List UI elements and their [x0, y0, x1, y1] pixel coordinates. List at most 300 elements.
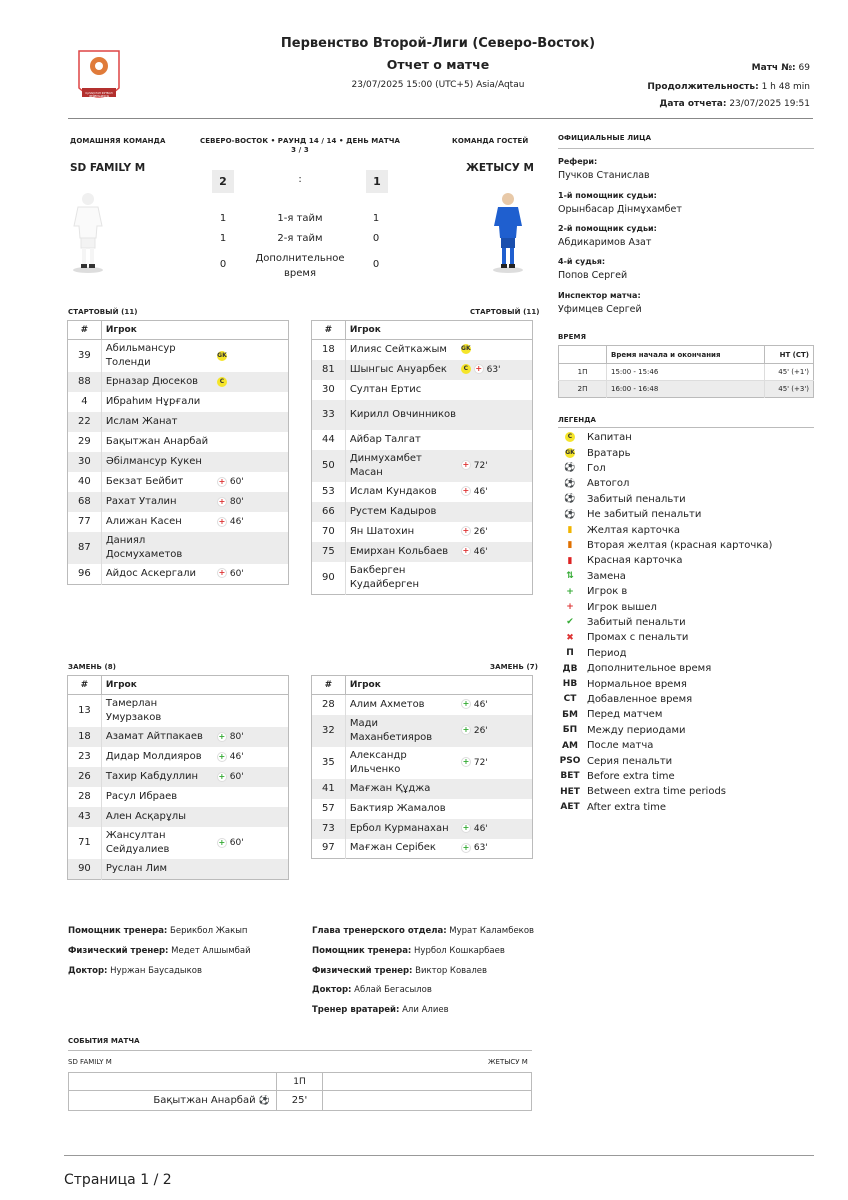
official-name: Уфимцев Сергей — [558, 304, 642, 315]
player-name: Даниял Досмухаметов — [101, 532, 217, 564]
legend-text: Период — [587, 647, 627, 659]
player-out-icon: + — [462, 526, 470, 535]
player-number: 50 — [312, 450, 346, 482]
legend-item — [559, 738, 653, 753]
goalkeeper-icon: GK — [461, 345, 471, 353]
legend-item — [559, 769, 675, 784]
period-1-away: 1 — [372, 213, 380, 224]
home-team-name: SD FAMILY M — [70, 162, 146, 174]
player-number: 53 — [312, 482, 346, 502]
player-number: 96 — [68, 564, 102, 584]
legend-item — [559, 538, 772, 553]
legend-text: Нормальное время — [587, 678, 687, 690]
legend-item — [559, 692, 692, 707]
legend-icon: ▮ — [567, 540, 573, 551]
legend-divider — [558, 427, 814, 428]
away-staff: Тренер вратарей: Али Алиев — [312, 1005, 449, 1015]
sub-minute: 60' — [229, 568, 244, 579]
period-2-away: 0 — [372, 233, 380, 244]
player-row — [312, 360, 533, 380]
player-row — [68, 827, 289, 859]
legend-text: Красная карточка — [587, 555, 683, 567]
player-number: 73 — [312, 819, 346, 839]
player-in-icon: + — [462, 699, 470, 709]
legend-item — [559, 492, 686, 507]
home-staff: Помощник тренера: Берикбол Жакып — [68, 926, 248, 936]
player-row — [312, 430, 533, 450]
legend-item — [559, 522, 680, 537]
home-team-label: ДОМАШНЯЯ КОМАНДА — [70, 137, 166, 145]
player-name: Алим Ахметов — [349, 698, 425, 710]
legend-text: Забитый пенальти — [587, 493, 686, 505]
player-row — [68, 452, 289, 472]
legend-item — [559, 476, 629, 491]
event-player: Бақытжан Анарбай — [153, 1095, 256, 1106]
player-number: 39 — [68, 340, 102, 373]
player-name: Ислам Кундаков — [349, 485, 437, 497]
player-events — [217, 432, 289, 452]
sub-minute: 80' — [229, 497, 244, 507]
legend-item — [559, 800, 666, 815]
legend-text: Гол — [587, 462, 606, 474]
player-number: 81 — [312, 360, 346, 380]
player-row — [312, 482, 533, 502]
footer-divider — [64, 1155, 814, 1156]
legend-icon: ⇅ — [566, 571, 574, 582]
away-subs-label: ЗАМЕНЬ (7) — [490, 663, 539, 671]
player-name: Азамат Айтпакаев — [101, 727, 217, 747]
legend-abbr: HET — [560, 786, 580, 797]
player-events — [217, 859, 289, 879]
sub-minute: 63' — [486, 364, 501, 375]
player-events — [217, 492, 289, 512]
official-name: Попов Сергей — [558, 270, 628, 281]
player-row — [312, 695, 533, 715]
col-number: # — [312, 676, 346, 695]
player-name: Ерназар Дюсеков — [101, 372, 217, 392]
player-out-icon: + — [218, 476, 226, 486]
home-staff: Физический тренер: Медет Алшымбай — [68, 946, 251, 956]
sub-minute: 46' — [229, 517, 244, 527]
away-team-name: ЖЕТЫСУ М — [466, 162, 534, 174]
legend-icon: GK — [565, 448, 575, 456]
legend-item — [559, 569, 626, 584]
player-in-icon: + — [218, 771, 226, 781]
player-name: Ербол Курманахан — [345, 819, 461, 839]
player-number: 4 — [68, 392, 102, 412]
player-number: 90 — [68, 859, 102, 879]
period-1-label: 1-я тайм — [277, 213, 323, 224]
player-number: 28 — [68, 787, 102, 807]
player-name: Расул Ибраев — [105, 791, 178, 802]
player-row — [68, 727, 289, 747]
time-period: 2П — [559, 381, 607, 398]
player-row — [68, 492, 289, 512]
official-name: Пучков Станислав — [558, 170, 650, 181]
player-number: 23 — [68, 747, 102, 767]
player-events — [217, 472, 289, 492]
player-events — [461, 695, 533, 715]
player-events — [461, 360, 533, 380]
player-row — [68, 564, 289, 584]
official-role: 4-й судья: — [558, 257, 606, 266]
legend-icon: C — [565, 432, 575, 442]
player-name: Динмухамбет Масан — [345, 450, 461, 482]
player-row — [68, 747, 289, 767]
player-events — [217, 452, 289, 472]
player-row — [312, 340, 533, 360]
legend-item — [559, 430, 632, 445]
player-name: Ян Шатохин — [349, 525, 415, 537]
player-events — [461, 715, 533, 747]
player-row — [312, 839, 533, 859]
official-role: Инспектор матча: — [558, 291, 641, 300]
player-in-icon: + — [218, 751, 226, 761]
legend-text: Забитый пенальти — [587, 616, 686, 628]
player-name: Мағжан Құджа — [345, 779, 461, 799]
sub-minute: 46' — [473, 699, 488, 710]
player-number: 68 — [68, 492, 102, 512]
legend-icon: ⚽ — [564, 509, 576, 520]
player-row — [68, 695, 289, 728]
player-events — [461, 400, 533, 430]
sub-minute: 72' — [473, 757, 488, 768]
player-row — [68, 432, 289, 452]
player-row — [312, 715, 533, 747]
legend-icon: ⚽ — [564, 478, 576, 489]
player-events — [217, 564, 289, 584]
legend-icon: ⚽ — [564, 494, 576, 505]
legend-abbr: AET — [560, 802, 580, 813]
player-events — [461, 380, 533, 400]
player-in-icon: + — [218, 837, 226, 847]
sub-minute: 80' — [229, 732, 244, 742]
player-name: Руслан Лим — [101, 859, 217, 879]
legend-icon: ✔ — [566, 617, 574, 628]
player-row — [68, 340, 289, 373]
events-away-team: ЖЕТЫСУ М — [488, 1058, 528, 1066]
player-number: 43 — [68, 807, 102, 827]
col-player: Игрок — [101, 321, 288, 340]
away-team-label: КОМАНДА ГОСТЕЙ — [452, 137, 529, 145]
page-number: Страница 1 / 2 — [64, 1172, 172, 1188]
time-table — [558, 345, 814, 398]
extra-time-home: 0 — [219, 259, 227, 270]
legend-item — [559, 784, 726, 799]
player-name: Ислам Жанат — [101, 412, 217, 432]
legend-icon: ⚽ — [564, 463, 576, 474]
player-number: 57 — [312, 799, 346, 819]
player-row — [68, 807, 289, 827]
player-events — [461, 562, 533, 595]
player-events — [461, 799, 533, 819]
player-events — [461, 779, 533, 799]
player-name: Мади Маханбетияров — [345, 715, 461, 747]
legend-text: Before extra time — [587, 770, 675, 782]
official-role: 2-й помощник судьи: — [558, 224, 657, 233]
col-number: # — [68, 321, 102, 340]
player-in-icon: + — [462, 757, 470, 766]
col-number: # — [68, 676, 102, 695]
sub-minute: 46' — [473, 823, 488, 834]
legend-abbr: PSO — [559, 756, 581, 767]
logo-text: ҚАЗАҚСТАН ФУТБОЛ ФЕДЕРАЦИЯСЫ — [85, 92, 113, 98]
legend-text: Желтая карточка — [587, 524, 680, 536]
player-number: 44 — [312, 430, 346, 450]
time-ht: 45' (+3') — [778, 385, 809, 393]
time-col-range: Время начала и окончания — [607, 346, 765, 364]
player-row — [68, 787, 289, 807]
player-events — [217, 392, 289, 412]
player-name: Айбар Талгат — [349, 433, 421, 445]
player-number: 97 — [312, 839, 346, 859]
player-events — [217, 695, 289, 728]
player-number: 88 — [68, 372, 102, 392]
away-subs-table — [311, 675, 533, 859]
player-events — [217, 747, 289, 767]
player-name: Айдос Аскергали — [105, 567, 197, 579]
period-2-home: 1 — [219, 233, 227, 244]
legend-text: Между периодами — [587, 724, 686, 736]
player-name: Бакберген Кудайберген — [349, 564, 419, 590]
player-name: Дидар Молдияров — [105, 751, 202, 762]
legend-item — [559, 661, 711, 676]
captain-icon: C — [217, 377, 227, 387]
home-kit-icon — [70, 190, 106, 278]
player-name: Рустем Кадыров — [345, 502, 461, 522]
goal-icon: ⚽ — [258, 1096, 270, 1106]
player-row — [312, 542, 533, 562]
player-in-icon: + — [462, 842, 470, 852]
player-events — [217, 412, 289, 432]
player-number: 35 — [312, 747, 346, 779]
official-role: Рефери: — [558, 157, 598, 166]
sub-minute: 46' — [229, 752, 244, 762]
legend-item — [559, 553, 682, 568]
legend-abbr: ДВ — [562, 663, 578, 674]
legend-item — [559, 630, 688, 645]
player-number: 13 — [68, 695, 102, 728]
player-events — [461, 747, 533, 779]
legend-abbr: БМ — [562, 709, 578, 720]
legend-text: Капитан — [587, 432, 632, 444]
home-subs-label: ЗАМЕНЬ (8) — [68, 663, 117, 671]
official-name: Абдикаримов Азат — [558, 237, 652, 248]
player-row — [68, 859, 289, 879]
legend-text: After extra time — [587, 801, 667, 813]
player-number: 18 — [312, 340, 346, 360]
player-name: Алижан Касен — [105, 516, 182, 527]
away-staff: Помощник тренера: Нурбол Кошкарбаев — [312, 946, 505, 956]
legend-text: Промах с пенальти — [587, 632, 689, 644]
period-2-label: 2-я тайм — [277, 233, 323, 244]
player-number: 33 — [312, 400, 346, 430]
player-row — [68, 532, 289, 564]
legend-icon: + — [566, 602, 574, 613]
sub-minute: 26' — [473, 725, 488, 736]
legend-text: Замена — [587, 570, 626, 582]
officials-divider — [558, 148, 814, 149]
home-starting-label: СТАРТОВЫЙ (11) — [68, 308, 138, 316]
events-title: СОБЫТИЯ МАТЧА — [68, 1037, 140, 1045]
player-out-icon: + — [462, 486, 470, 495]
legend-item — [559, 676, 687, 691]
player-name: Бақытжан Анарбай — [105, 436, 209, 447]
legend-text: Игрок в — [587, 586, 628, 598]
home-score: 2 — [212, 170, 234, 193]
sub-minute: 60' — [229, 838, 244, 848]
events-home-team: SD FAMILY M — [68, 1058, 112, 1066]
legend-text: Автогол — [587, 478, 630, 490]
time-range: 16:00 - 16:48 — [607, 381, 765, 398]
legend-text: Игрок вышел — [587, 601, 657, 613]
player-events — [461, 502, 533, 522]
player-row — [68, 512, 289, 532]
player-row — [312, 562, 533, 595]
sub-minute: 60' — [229, 772, 244, 782]
player-name: Шынгыс Ануарбек — [345, 360, 461, 380]
player-row — [312, 747, 533, 779]
extra-time-label: Дополнительное время — [255, 253, 345, 279]
legend-text: Добавленное время — [587, 693, 693, 705]
legend-text: Дополнительное время — [587, 663, 712, 675]
player-in-icon: + — [462, 823, 470, 832]
player-name: Абильмансур Толенди — [105, 343, 176, 368]
player-row — [312, 400, 533, 430]
report-title: Отчет о матче — [386, 57, 490, 72]
legend-text: Не забитый пенальти — [587, 509, 702, 521]
report-date: Дата отчета: 23/07/2025 19:51 — [659, 99, 810, 109]
player-number: 77 — [68, 512, 102, 532]
player-number: 29 — [68, 432, 102, 452]
legend-item — [559, 461, 606, 476]
player-events — [217, 767, 289, 787]
player-events — [461, 839, 533, 859]
player-events — [217, 807, 289, 827]
player-name: Тахир Кабдуллин — [101, 767, 217, 787]
legend-text: Between extra time periods — [587, 786, 727, 798]
player-events — [461, 482, 533, 502]
sub-minute: 46' — [473, 486, 488, 497]
legend-text: Вратарь — [587, 447, 631, 459]
player-out-icon: + — [462, 460, 470, 469]
col-player: Игрок — [345, 676, 532, 695]
legend-icon: + — [566, 586, 574, 597]
player-name: Ален Асқарұлы — [101, 807, 217, 827]
events-table — [68, 1072, 532, 1111]
legend-abbr: НВ — [562, 679, 578, 690]
player-row — [312, 819, 533, 839]
player-name: Рахат Уталин — [101, 492, 217, 512]
player-events — [461, 542, 533, 562]
player-out-icon: + — [218, 568, 226, 578]
player-row — [68, 412, 289, 432]
legend-abbr: П — [566, 648, 574, 659]
legend-icon: ✖ — [566, 632, 574, 643]
legend-item — [559, 584, 627, 599]
competition-title: Первенство Второй-Лиги (Северо-Восток) — [280, 36, 596, 51]
events-period: 1П — [277, 1073, 323, 1091]
player-row — [312, 502, 533, 522]
away-staff: Физический тренер: Виктор Ковалев — [312, 966, 488, 976]
official-name: Орынбасар Дінмұхамбет — [558, 204, 682, 215]
player-number: 28 — [312, 695, 346, 715]
player-name: Илияс Сейткажым — [349, 343, 447, 355]
player-name: Жансултан Сейдуалиев — [105, 830, 170, 855]
player-number: 71 — [68, 827, 102, 859]
player-number: 87 — [68, 532, 102, 564]
col-player: Игрок — [101, 676, 288, 695]
officials-title: ОФИЦИАЛЬНЫЕ ЛИЦА — [558, 134, 652, 142]
home-subs-table — [67, 675, 289, 880]
away-starting-table — [311, 320, 533, 595]
event-minute: 25' — [277, 1091, 323, 1111]
player-number: 90 — [312, 562, 346, 595]
legend-item — [559, 507, 701, 522]
time-col-ht: НТ (СТ) — [779, 350, 809, 359]
legend-text: После матча — [587, 740, 654, 752]
legend-text: Вторая желтая (красная карточка) — [587, 539, 773, 551]
round-info: СЕВЕРО-ВОСТОК • РАУНД 14 / 14 • ДЕНЬ МАТЧА 3 / 3 — [199, 137, 401, 154]
legend-abbr: АМ — [562, 740, 578, 751]
player-events — [217, 532, 289, 564]
player-row — [68, 472, 289, 492]
player-number: 32 — [312, 715, 346, 747]
event-home-cell — [69, 1091, 277, 1111]
player-name: Александр Ильченко — [349, 749, 407, 775]
sub-minute: 60' — [229, 477, 244, 487]
player-name: Кирилл Овчинников — [345, 400, 461, 430]
extra-time-away: 0 — [372, 259, 380, 270]
player-row — [68, 392, 289, 412]
player-out-icon: + — [218, 516, 226, 526]
player-events — [461, 819, 533, 839]
captain-icon: C — [461, 364, 471, 374]
player-number: 70 — [312, 522, 346, 542]
legend-item — [559, 753, 672, 768]
player-out-icon: + — [475, 364, 483, 373]
legend-abbr: БП — [562, 725, 578, 736]
col-number: # — [312, 321, 346, 340]
legend-item — [559, 707, 662, 722]
events-divider — [68, 1050, 532, 1051]
legend-item — [559, 445, 631, 460]
official-role: 1-й помощник судьи: — [558, 191, 657, 200]
player-name: Султан Ертис — [349, 383, 422, 395]
legend-item — [559, 615, 686, 630]
legend-text: Перед матчем — [587, 709, 663, 721]
legend-text: Серия пенальти — [587, 755, 673, 767]
player-number: 66 — [312, 502, 346, 522]
player-events — [217, 727, 289, 747]
player-events — [461, 340, 533, 360]
home-starting-table — [67, 320, 289, 585]
player-row — [312, 522, 533, 542]
player-number: 22 — [68, 412, 102, 432]
player-row — [68, 372, 289, 392]
sub-minute: 72' — [473, 460, 488, 471]
away-staff: Доктор: Аблай Бегасылов — [312, 985, 432, 995]
home-staff: Доктор: Нуржан Баусадыков — [68, 966, 202, 976]
legend-icon: ▮ — [567, 555, 573, 566]
player-in-icon: + — [218, 731, 226, 741]
away-starting-label: СТАРТОВЫЙ (11) — [470, 308, 540, 316]
player-events — [217, 372, 289, 392]
legend-icon: ▮ — [567, 525, 573, 536]
header-divider — [68, 118, 813, 119]
match-datetime: 23/07/2025 15:00 (UTC+5) Asia/Aqtau — [351, 80, 525, 90]
player-row — [312, 799, 533, 819]
